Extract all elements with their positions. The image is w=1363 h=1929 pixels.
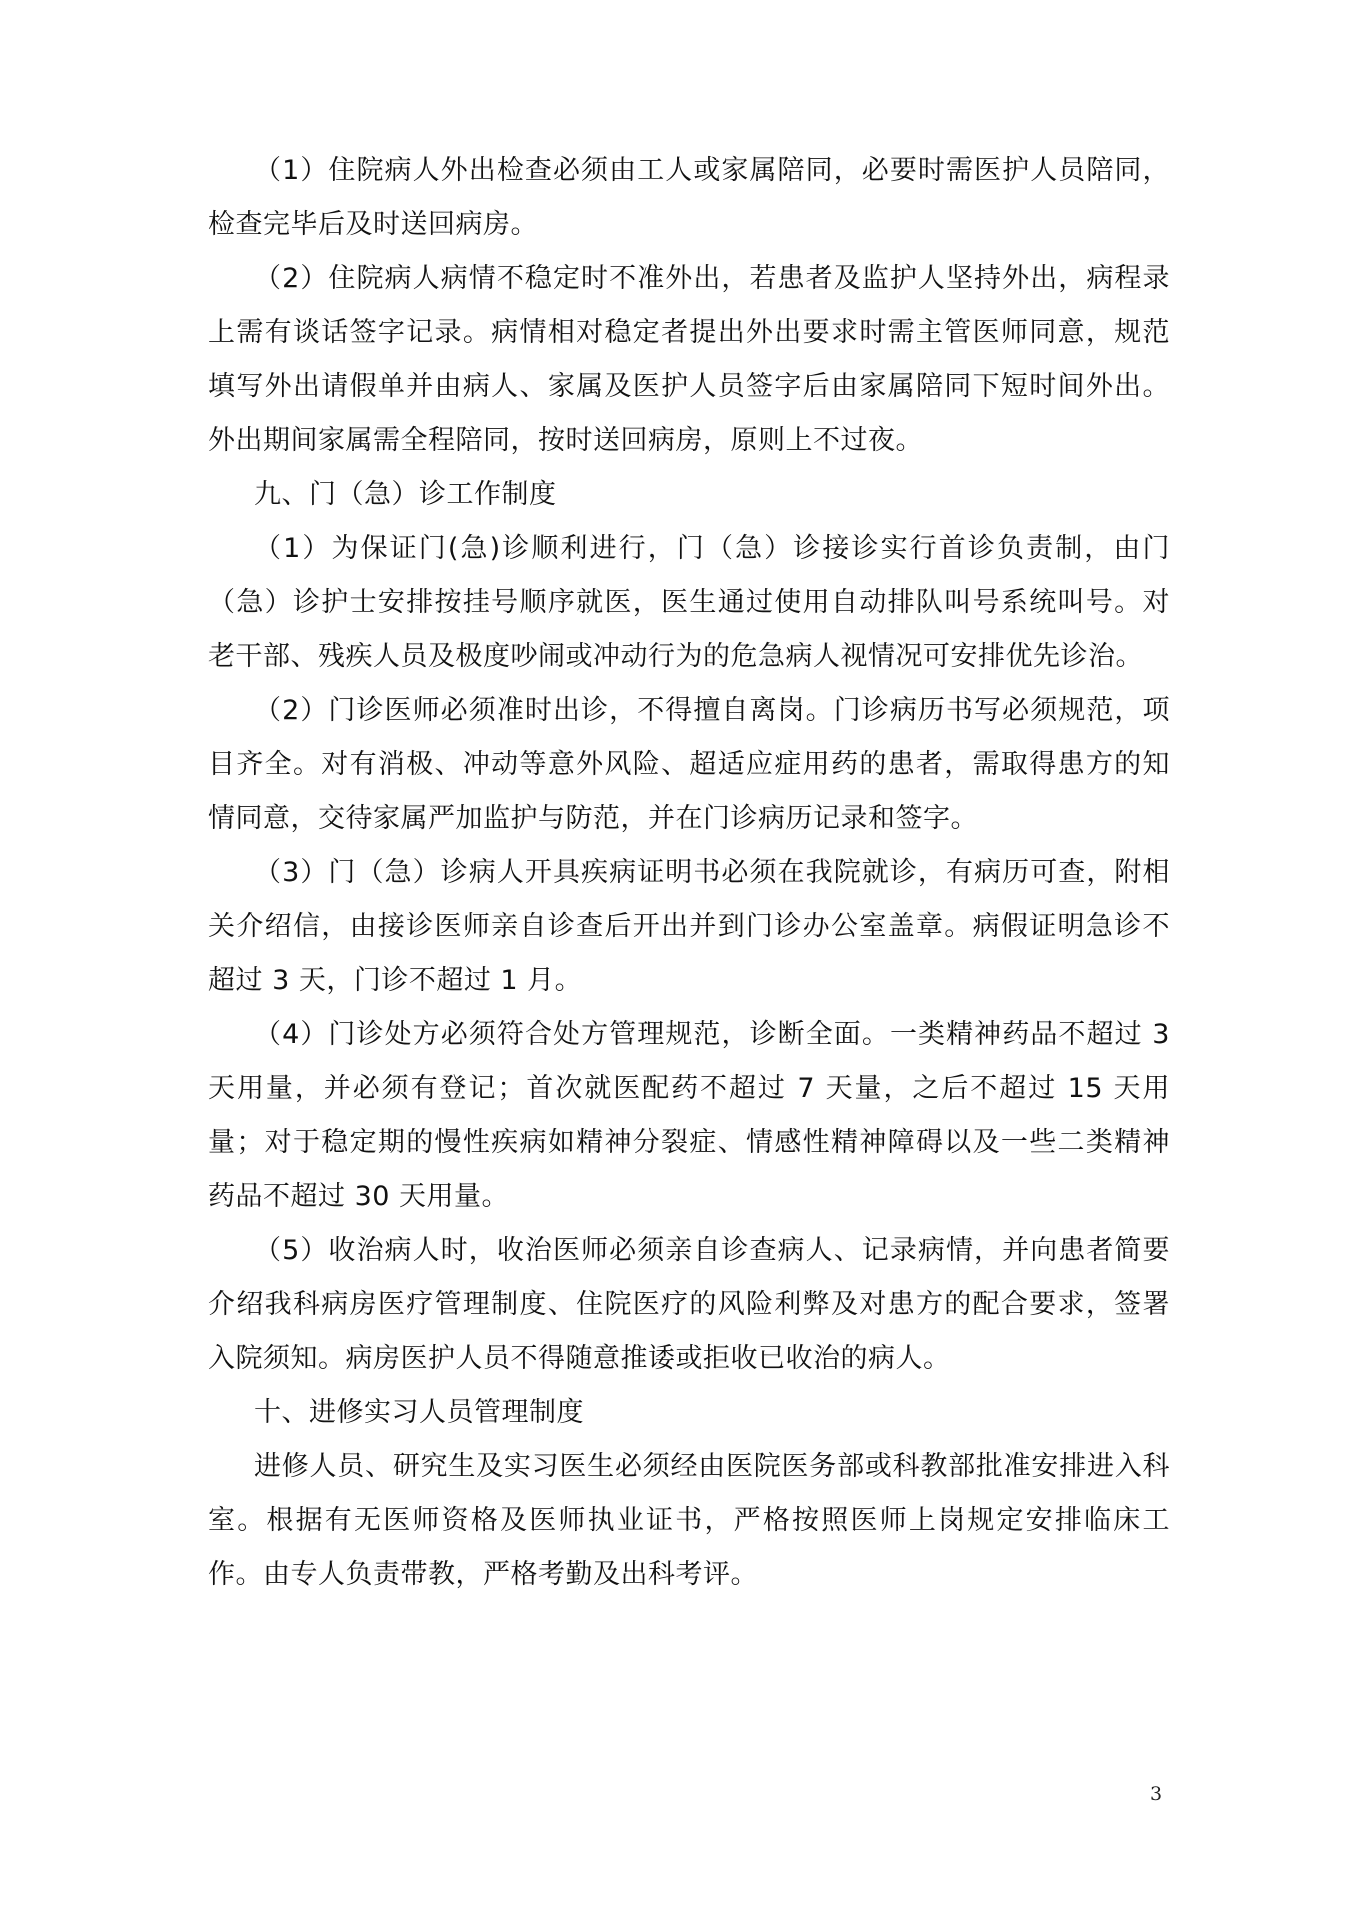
paragraph-admission: （5）收治病人时，收治医师必须亲自诊查病人、记录病情，并向患者简要介绍我科病房医疗管理制度、住院医疗的风险利弊及对患方的配合要求，签署入院须知。病房医护人员不得随意推诿或拒收已收治的病人。 (208, 1235, 1170, 1374)
document-body (208, 144, 1170, 1602)
paragraph-outing-stability: （2）住院病人病情不稳定时不准外出，若患者及监护人坚持外出，病程录上需有谈话签字记录。病情相对稳定者提出外出要求时需主管医师同意，规范填写外出请假单并由病人、家属及医护人员签字后由家属陪同下短时间外出。外出期间家属需全程陪同，按时送回病房，原则上不过夜。 (208, 263, 1170, 456)
paragraph-prescription-rules: （4）门诊处方必须符合处方管理规范，诊断全面。一类精神药品不超过 3 天用量，并必须有登记；首次就医配药不超过 7 天量，之后不超过 15 天用量；对于稳定期的慢性疾病如精神分裂症、情感性精神障碍以及一些二类精神药品不超过 30 天用量。 (208, 1019, 1170, 1212)
paragraph-trainee-management: 进修人员、研究生及实习医生必须经由医院医务部或科教部批准安排进入科室。根据有无医师资格及医师执业证书，严格按照医师上岗规定安排临床工作。由专人负责带教，严格考勤及出科考评。 (208, 1451, 1170, 1590)
section-heading-trainees: 十、进修实习人员管理制度 (254, 1397, 584, 1428)
page-number: 3 (1150, 1783, 1163, 1805)
section-heading-outpatient: 九、门（急）诊工作制度 (254, 479, 557, 510)
paragraph-outing-accompaniment: （1）住院病人外出检查必须由工人或家属陪同，必要时需医护人员陪同，检查完毕后及时送回病房。 (208, 155, 1170, 240)
paragraph-first-visit-responsibility: （1）为保证门(急)诊顺利进行，门（急）诊接诊实行首诊负责制，由门（急）诊护士安排按挂号顺序就医，医生通过使用自动排队叫号系统叫号。对老干部、残疾人员及极度吵闹或冲动行为的危急病人视情况可安排优先诊治。 (208, 533, 1170, 672)
paragraph-medical-certificate: （3）门（急）诊病人开具疾病证明书必须在我院就诊，有病历可查，附相关介绍信，由接诊医师亲自诊查后开出并到门诊办公室盖章。病假证明急诊不超过 3 天，门诊不超过 1 月。 (208, 857, 1170, 996)
paragraph-clinic-attendance: （2）门诊医师必须准时出诊，不得擅自离岗。门诊病历书写必须规范，项目齐全。对有消极、冲动等意外风险、超适应症用药的患者，需取得患方的知情同意，交待家属严加监护与防范，并在门诊病历记录和签字。 (208, 695, 1170, 834)
